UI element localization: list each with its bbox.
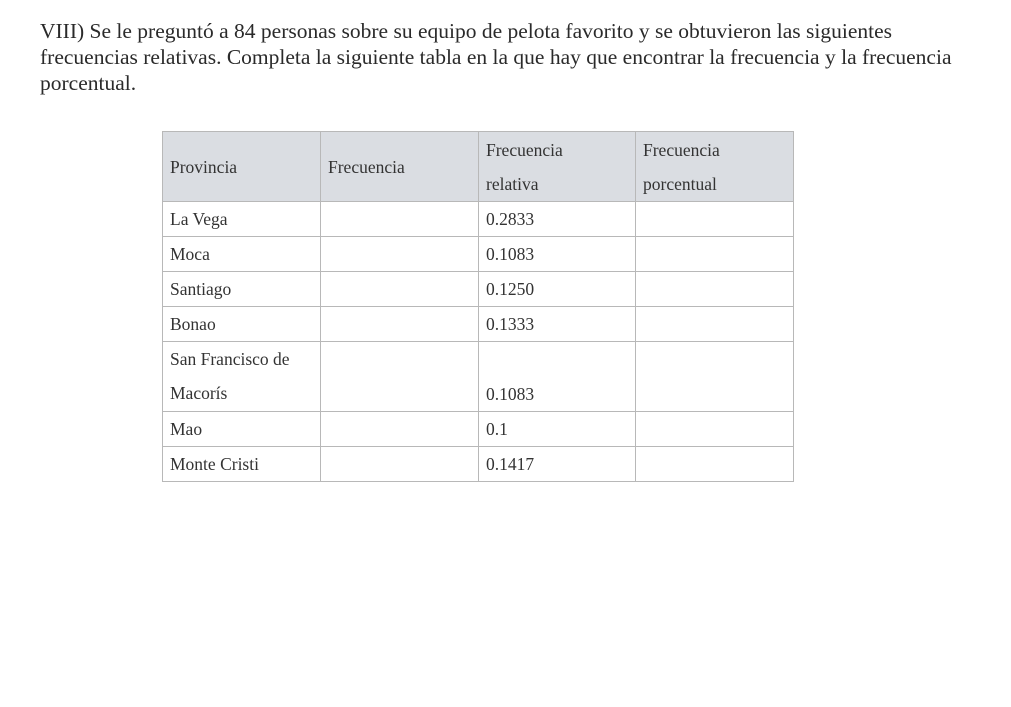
table-header-row — [163, 132, 794, 202]
cell-provincia: Mao — [163, 412, 321, 447]
table-row — [163, 202, 794, 237]
cell-porcentual[interactable] — [636, 447, 794, 482]
cell-frecuencia[interactable] — [321, 272, 479, 307]
cell-relativa: 0.1083 — [479, 237, 636, 272]
cell-porcentual[interactable] — [636, 307, 794, 342]
cell-frecuencia[interactable] — [321, 342, 479, 412]
header-relativa-line2: relativa — [486, 173, 539, 194]
cell-relativa: 0.1083 — [479, 342, 636, 412]
cell-provincia: La Vega — [163, 202, 321, 237]
table-row — [163, 307, 794, 342]
cell-frecuencia[interactable] — [321, 307, 479, 342]
table-row — [163, 447, 794, 482]
cell-porcentual[interactable] — [636, 272, 794, 307]
header-relativa-line1: Frecuencia — [486, 139, 563, 160]
cell-porcentual[interactable] — [636, 237, 794, 272]
cell-relativa: 0.2833 — [479, 202, 636, 237]
cell-relativa: 0.1250 — [479, 272, 636, 307]
header-frecuencia-porcentual — [636, 132, 794, 202]
cell-provincia: Moca — [163, 237, 321, 272]
frequency-table — [162, 131, 794, 482]
cell-provincia — [163, 342, 321, 412]
cell-frecuencia[interactable] — [321, 237, 479, 272]
cell-provincia-line2: Macorís — [170, 383, 228, 403]
question-text: VIII) Se le preguntó a 84 personas sobre su equipo de pelota favorito y se obtuvieron las siguientes frecuencias relativas. Completa la siguiente tabla en la que hay que encontrar la frecuencia y la frecuencia porcentual. — [40, 19, 952, 95]
cell-frecuencia[interactable] — [321, 412, 479, 447]
cell-provincia: Bonao — [163, 307, 321, 342]
cell-porcentual[interactable] — [636, 342, 794, 412]
cell-frecuencia[interactable] — [321, 447, 479, 482]
cell-provincia-line1: San Francisco de — [170, 349, 290, 369]
cell-frecuencia[interactable] — [321, 202, 479, 237]
header-frecuencia-relativa — [479, 132, 636, 202]
cell-provincia: Santiago — [163, 272, 321, 307]
table-row — [163, 412, 794, 447]
cell-relativa: 0.1333 — [479, 307, 636, 342]
cell-porcentual[interactable] — [636, 202, 794, 237]
table-row — [163, 237, 794, 272]
cell-relativa: 0.1417 — [479, 447, 636, 482]
header-porcentual-line1: Frecuencia — [643, 139, 720, 160]
header-provincia: Provincia — [163, 132, 321, 202]
cell-provincia: Monte Cristi — [163, 447, 321, 482]
table-row — [163, 342, 794, 412]
header-frecuencia: Frecuencia — [321, 132, 479, 202]
cell-porcentual[interactable] — [636, 412, 794, 447]
cell-relativa: 0.1 — [479, 412, 636, 447]
table-row — [163, 272, 794, 307]
header-porcentual-line2: porcentual — [643, 173, 717, 194]
